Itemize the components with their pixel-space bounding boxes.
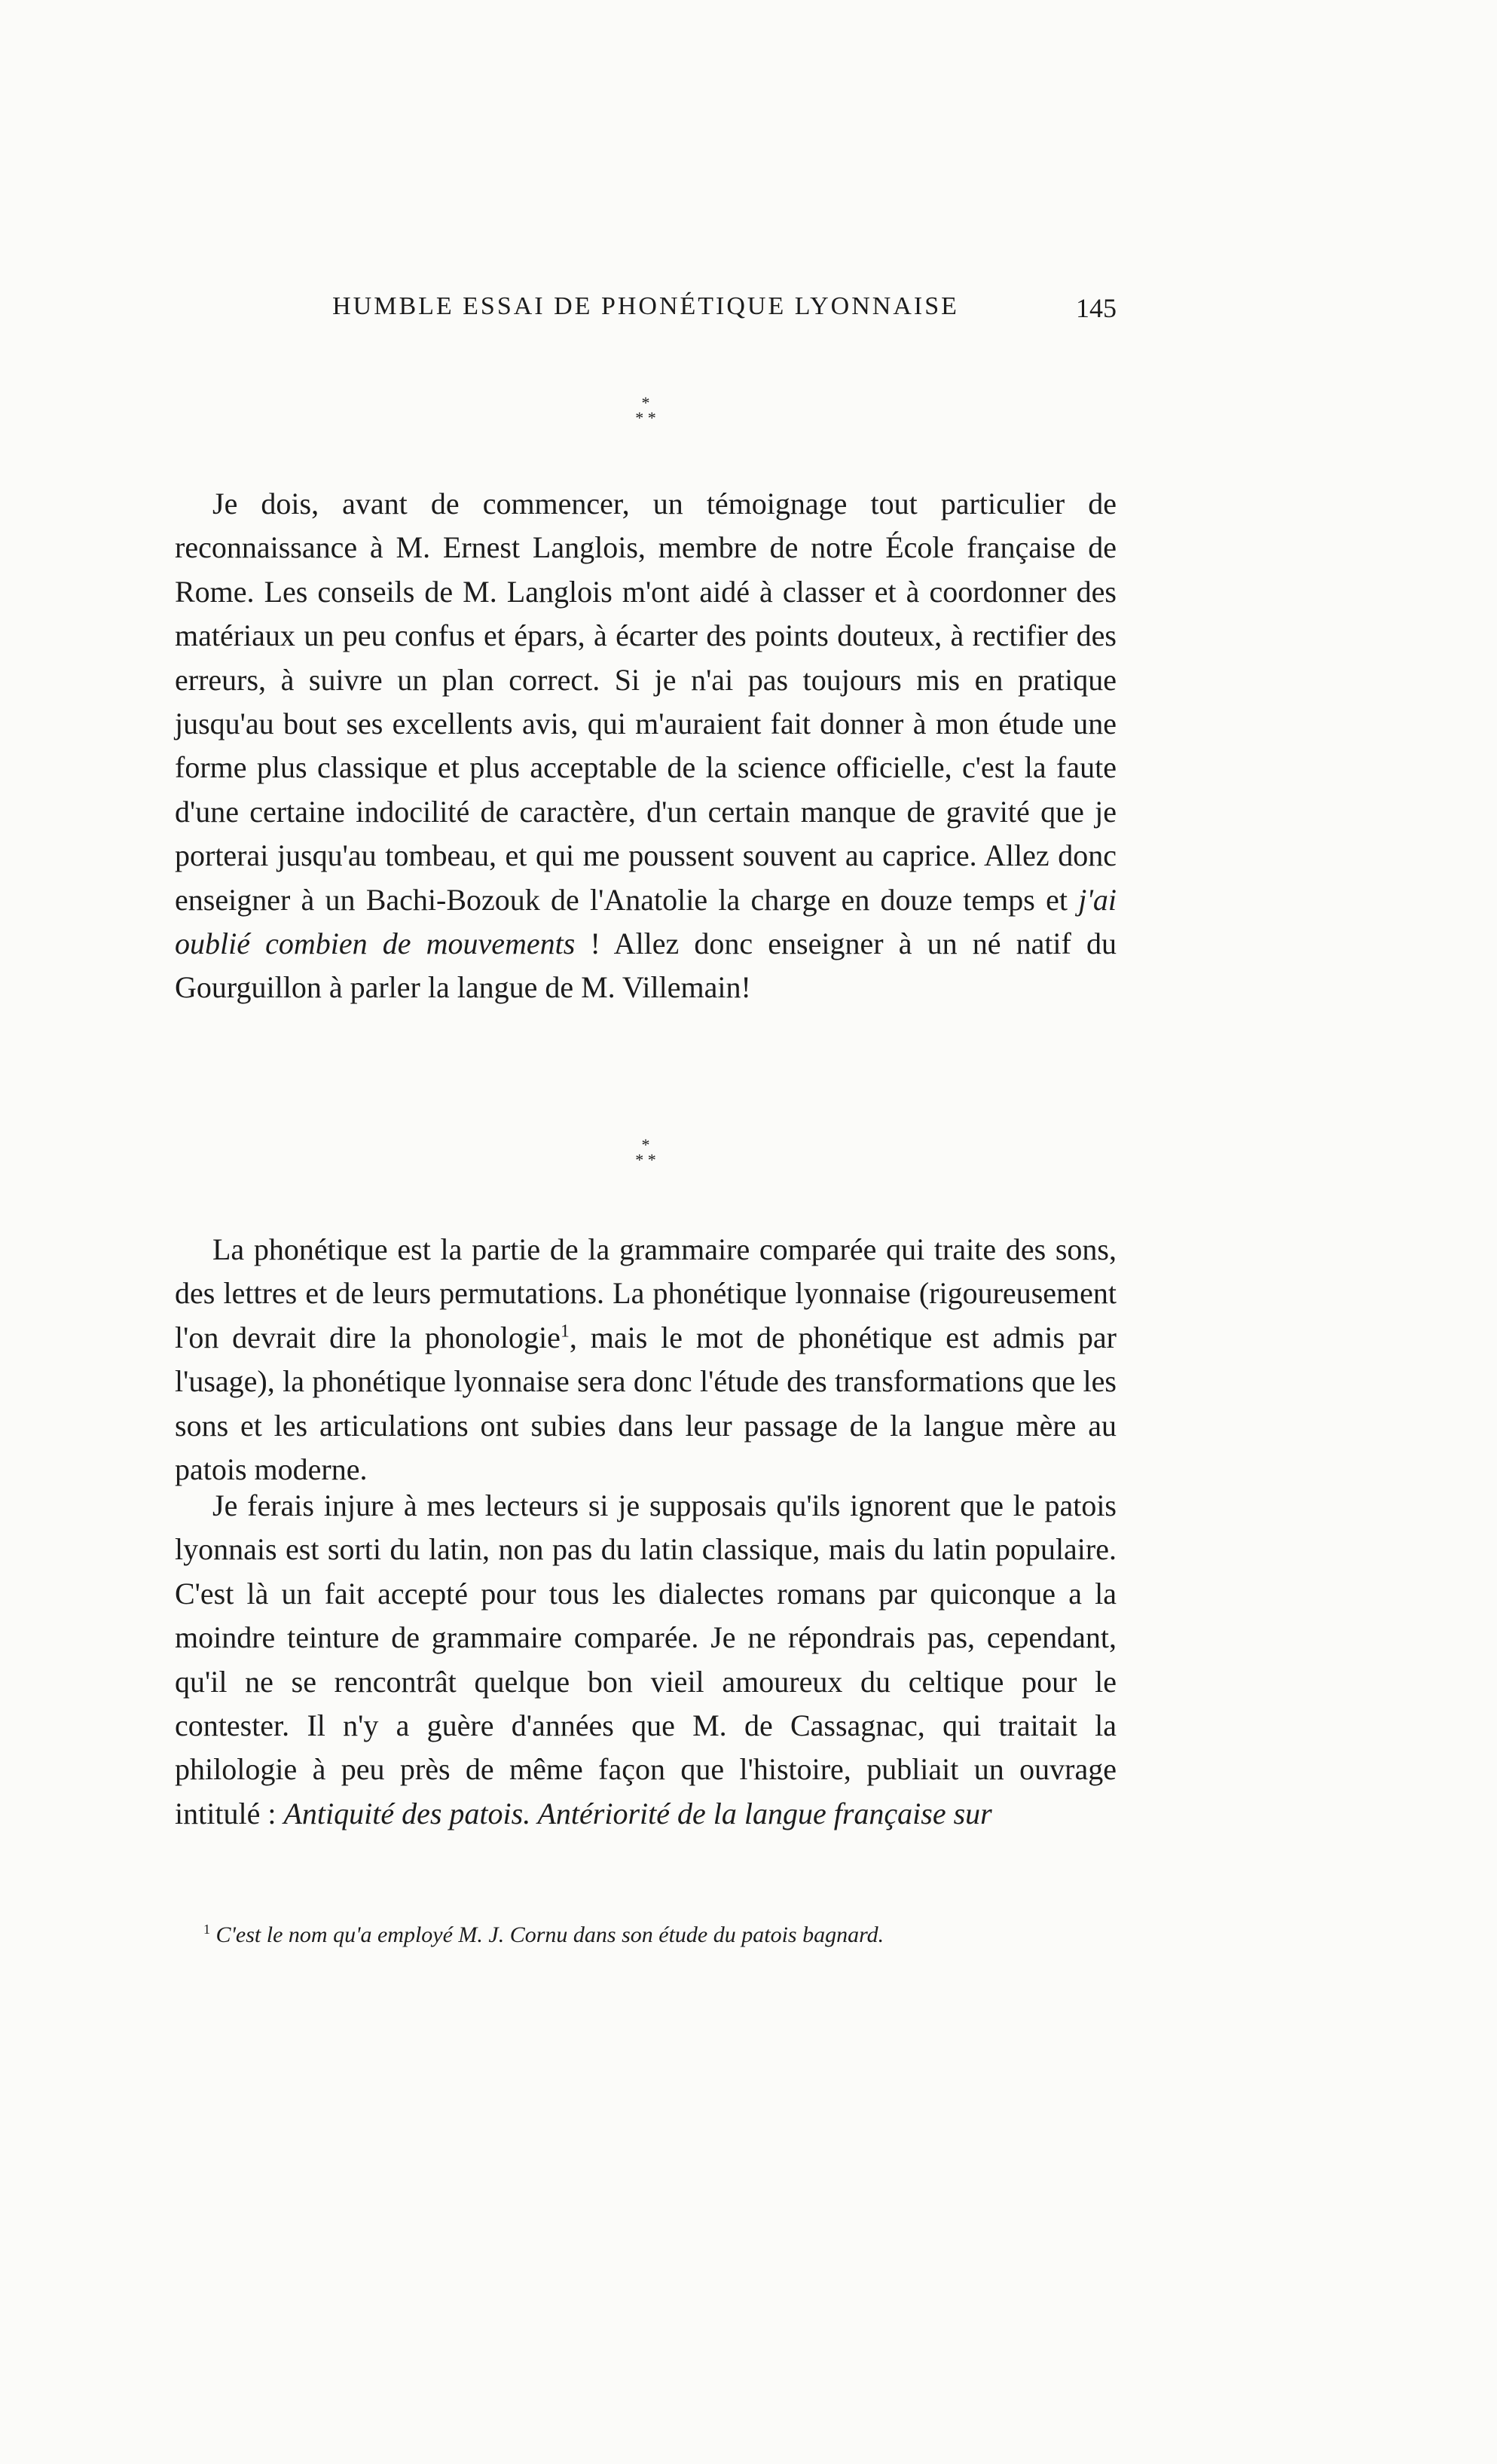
paragraph-italic: Antiquité des patois. Antériorité de la langue française sur xyxy=(283,1796,992,1830)
asterism-top-star: * xyxy=(641,1135,650,1154)
page-number: 145 xyxy=(1076,293,1117,323)
paragraph-latin-origin xyxy=(175,1484,1117,1836)
paragraph-text-tail: , mais le mot de phonétique est admis par l'usage), la phonétique lyonnaise sera donc l'étude des transformations que les sons et les articulations ont subies dans leur passage de la langue mère au patois moderne. xyxy=(175,1320,1117,1487)
asterism-divider-2 xyxy=(175,1137,1117,1168)
paragraph-text: La phonétique est la partie de la grammaire comparée qui traite des sons, des lettres et de leurs permutations. La phonétique lyonnaise (rigoureusement l'on devrait dire la phonologie xyxy=(175,1232,1117,1354)
footnote-text: C'est le nom qu'a employé M. J. Cornu dans son étude du patois bagnard. xyxy=(210,1922,884,1947)
paragraph-text: Je ferais injure à mes lecteurs si je supposais qu'ils ignorent que le patois lyonnais est sorti du latin, non pas du latin classique, mais du latin populaire. C'est là un fait accepté pour tous les dialectes romans par quiconque a la moindre teinture de grammaire comparée. Je ne répondrais pas, cependant, qu'il ne se rencontrât quelque bon vieil amoureux du celtique pour le contester. Il n'y a guère d'années que M. de Cassagnac, qui traitait la philologie à peu près de même façon que l'histoire, publiait un ouvrage intitulé : xyxy=(175,1488,1117,1830)
paragraph-text-tail: ! Allez donc enseigner à un né natif du Gourguillon à parler la langue de M. Villemain! xyxy=(175,927,1117,1005)
asterism-bottom-stars: * * xyxy=(635,408,656,427)
page-header xyxy=(175,292,1117,337)
paragraph-phonetics-definition xyxy=(175,1228,1117,1492)
footnote-reference: 1 xyxy=(560,1321,570,1342)
paragraph-text: Je dois, avant de commencer, un témoignage tout particulier de reconnaissance à M. Ernest Langlois, membre de notre École française de Rome. Les conseils de M. Langlois m'ont aidé à classer et à coordonner des matériaux un peu confus et épars, à écarter des points douteux, à rectifier des erreurs, à suivre un plan correct. Si je n'ai pas toujours mis en pratique jusqu'au bout ses excellents avis, qui m'auraient fait donner à mon étude une forme plus classique et plus acceptable de la science officielle, c'est la faute d'une certaine indocilité de caractère, d'un certain manque de gravité que je porterai jusqu'au tombeau, et qui me poussent souvent au caprice. Allez donc enseigner à un Bachi-Bozouk de l'Anatolie la charge en douze temps et xyxy=(175,487,1117,917)
paragraph-italic: j'ai oublié combien de mouvements xyxy=(175,882,1117,961)
asterism-top-star: * xyxy=(641,393,650,412)
footnote xyxy=(203,1922,1117,1948)
paragraph-acknowledgement xyxy=(175,482,1117,1010)
asterism-bottom-stars: * * xyxy=(635,1150,656,1169)
footnote-marker: 1 xyxy=(203,1922,210,1937)
asterism-divider xyxy=(175,395,1117,426)
running-title: HUMBLE ESSAI DE PHONÉTIQUE LYONNAISE xyxy=(332,292,959,320)
book-page xyxy=(175,0,1117,2464)
